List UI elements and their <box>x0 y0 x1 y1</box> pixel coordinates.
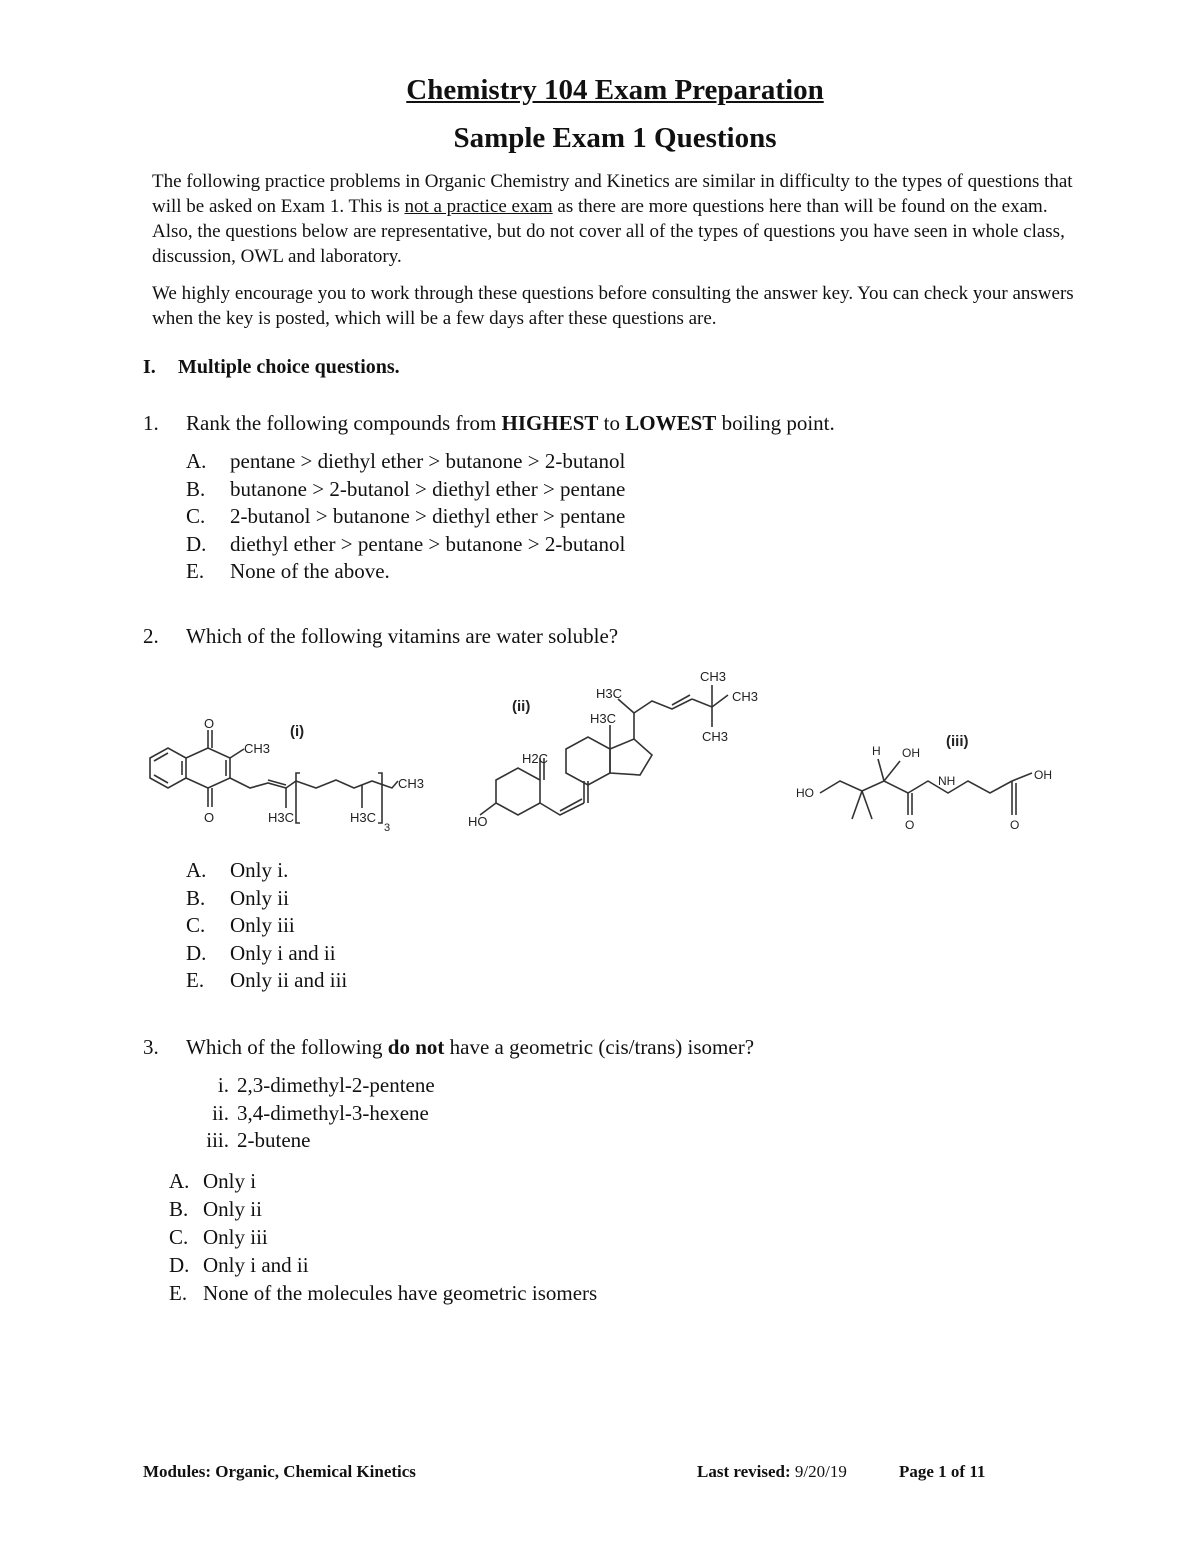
question-2 <box>143 624 618 649</box>
option-letter: D. <box>169 1253 190 1277</box>
atom-label: H <box>872 744 881 758</box>
question-text: to <box>598 411 626 435</box>
option-text: Only iii <box>230 913 295 937</box>
atom-label: H3C <box>596 686 623 701</box>
intro-paragraph-1 <box>152 169 1082 269</box>
section-number: I. <box>143 356 156 378</box>
option-e <box>186 558 625 586</box>
option-b <box>186 476 625 504</box>
item-text: 2-butene <box>237 1128 311 1152</box>
option-letter: D. <box>186 940 207 965</box>
atom-label: OH <box>902 746 920 760</box>
q1-options <box>186 448 625 586</box>
option-text: pentane > diethyl ether > butanone > 2-butanol <box>230 449 626 473</box>
footer-page-number: Page 1 of 11 <box>899 1462 986 1481</box>
option-text: Only ii <box>203 1197 262 1221</box>
option-e <box>186 967 347 995</box>
atom-label: NH <box>938 774 956 788</box>
option-text: 2-butanol > butanone > diethyl ether > pentane <box>230 504 626 528</box>
option-letter: D. <box>186 531 207 556</box>
atom-label: CH3 <box>398 776 425 791</box>
question-text: have a geometric (cis/trans) isomer? <box>444 1035 755 1059</box>
option-letter: B. <box>186 476 206 501</box>
option-text: Only i and ii <box>230 940 336 965</box>
footer-modules: Modules: Organic, Chemical Kinetics <box>143 1462 416 1481</box>
option-text: butanone > 2-butanol > diethyl ether > pentane <box>230 476 626 501</box>
atom-label: HO <box>796 786 814 800</box>
q3-options <box>169 1167 597 1307</box>
section-title: Multiple choice questions. <box>178 356 400 378</box>
atom-label: H2C <box>522 751 549 766</box>
atom-label: HO <box>468 814 488 829</box>
atom-label: O <box>204 810 215 825</box>
question-text: Which of the following <box>186 1035 388 1059</box>
option-c <box>186 503 625 531</box>
question-emphasis: LOWEST <box>625 411 717 435</box>
question-text: Which of the following vitamins are water soluble? <box>186 624 619 648</box>
option-letter: E. <box>186 968 205 992</box>
atom-label: OH <box>1034 768 1052 782</box>
footer-revised <box>697 1462 847 1482</box>
option-text: diethyl ether > pentane > butanone > 2-butanol <box>230 531 626 556</box>
option-d <box>186 531 625 559</box>
option-e <box>169 1279 597 1307</box>
atom-label: 3 <box>384 822 391 834</box>
option-text: Only ii and iii <box>230 968 348 992</box>
option-a <box>186 448 625 476</box>
intro-text-1b: as there are more questions here than will be found on the exam. Also, the questions below are representative, but do not cover all of the types of questions you have seen in whole class, discussion, OWL and laboratory. <box>152 196 1065 267</box>
revised-date: 9/20/19 <box>790 1462 847 1481</box>
question-number: 3. <box>143 1035 159 1059</box>
page-title: Chemistry 104 Exam Preparation <box>406 74 824 106</box>
atom-label: CH3 <box>244 741 271 756</box>
atom-label: O <box>1010 818 1020 832</box>
option-letter: E. <box>169 1281 188 1305</box>
option-letter: B. <box>186 885 206 910</box>
structure-iii <box>820 759 1032 819</box>
atom-label: O <box>204 716 215 731</box>
atom-label: H3C <box>268 810 295 825</box>
roman-item-ii <box>186 1100 435 1128</box>
vitamin-structures <box>140 655 1080 845</box>
question-emphasis: do not <box>387 1035 445 1059</box>
atom-label: CH3 <box>702 729 729 744</box>
option-d <box>169 1251 597 1279</box>
structure-label-i: (i) <box>290 723 305 740</box>
option-text: Only i. <box>230 858 289 882</box>
option-letter: C. <box>186 913 206 937</box>
atom-label: H3C <box>590 711 617 726</box>
option-text: Only iii <box>203 1225 268 1249</box>
option-b <box>186 885 347 913</box>
item-label: iii. <box>206 1128 229 1152</box>
atom-label: CH3 <box>700 669 727 684</box>
option-d <box>186 940 347 968</box>
question-3 <box>143 1035 754 1060</box>
atom-label: O <box>905 818 915 832</box>
question-emphasis: HIGHEST <box>501 411 599 435</box>
structure-label-iii: (iii) <box>946 733 969 750</box>
intro-underlined: not a practice exam <box>404 196 553 217</box>
option-text: Only i <box>203 1169 257 1193</box>
atom-label: CH3 <box>732 689 759 704</box>
option-b <box>169 1195 597 1223</box>
option-letter: A. <box>186 858 207 882</box>
atom-label: H3C <box>350 810 377 825</box>
q2-options <box>186 857 347 995</box>
option-text: None of the above. <box>230 559 390 583</box>
option-letter: E. <box>186 559 205 583</box>
option-letter: A. <box>169 1169 190 1193</box>
intro-paragraph-2: We highly encourage you to work through these questions before consulting the answer key. You can check your answers when the key is posted, which will be a few days after these questions are. <box>152 283 1074 329</box>
option-letter: B. <box>169 1197 189 1221</box>
intro-text-1a: The following practice problems in Organic Chemistry and Kinetics are similar in difficulty to the types of questions that will be asked on Exam 1. This is <box>152 171 1073 217</box>
item-label: ii. <box>212 1100 229 1125</box>
section-heading <box>143 356 400 379</box>
q3-items <box>186 1072 435 1155</box>
option-c <box>186 912 347 940</box>
question-text: boiling point. <box>716 411 835 435</box>
roman-item-i <box>186 1072 435 1100</box>
option-letter: C. <box>169 1225 189 1249</box>
option-c <box>169 1223 597 1251</box>
item-text: 3,4-dimethyl-3-hexene <box>237 1100 429 1125</box>
option-text: None of the molecules have geometric isomers <box>203 1281 598 1305</box>
option-text: Only i and ii <box>203 1253 309 1277</box>
page-subtitle: Sample Exam 1 Questions <box>453 122 777 154</box>
question-1 <box>143 411 835 436</box>
item-label: i. <box>217 1073 229 1097</box>
question-number: 1. <box>143 411 159 435</box>
option-letter: C. <box>186 504 206 528</box>
question-number: 2. <box>143 624 159 648</box>
question-text: Rank the following compounds from <box>186 411 502 435</box>
revised-label: Last revised: <box>697 1462 791 1481</box>
roman-item-iii <box>186 1127 435 1155</box>
option-text: Only ii <box>230 885 289 910</box>
structure-label-ii: (ii) <box>512 698 531 715</box>
option-a <box>186 857 347 885</box>
item-text: 2,3-dimethyl-2-pentene <box>237 1073 435 1097</box>
option-a <box>169 1167 597 1195</box>
option-letter: A. <box>186 449 207 473</box>
